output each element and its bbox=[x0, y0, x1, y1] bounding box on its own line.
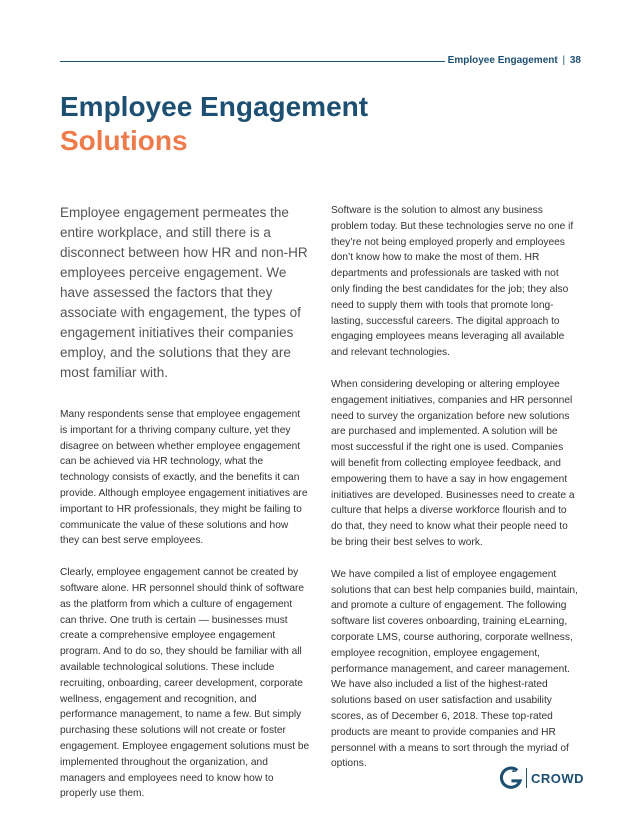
left-column bbox=[60, 203, 310, 818]
body-paragraph: Software is the solution to almost any business problem today. But these technologies serve no one if they’re not being employed properly and employees don’t know how to make the most of them. HR departments and professionals are tasked with not only finding the best candidates for the job; they also need to supply them with tools that promote long-lasting, successful careers. The digital approach to engaging employees means leveraging all available and relevant technologies. bbox=[331, 205, 574, 359]
header-separator: | bbox=[562, 55, 566, 66]
body-paragraph: When considering developing or altering employee engagement initiatives, companies and HR personnel need to survey the organization before new solutions are purchased and implemented. A solution will be most successful if the right one is used. Companies will benefit from collecting employee feedback, and empowering them to have a say in how engagement initiatives are developed. Businesses need to create a culture that helps a diverse workforce flourish and to do that, they need to know what their people need to be bring their best selves to work. bbox=[331, 378, 575, 548]
title-line-2: Solutions bbox=[60, 125, 188, 156]
running-header bbox=[448, 55, 581, 66]
body-paragraph: We have compiled a list of employee engagement solutions that can best help companies build, maintain, and promote a culture of engagement. The following software list coveres onboarding, training eLearning, corporate LMS, course authoring, corporate wellness, employee recognition, employee engagement, performance management, and career management. We have also included a list of the highest-rated solutions based on user satisfaction and usability scores, as of December 6, 2018. These top-rated products are meant to provide companies and HR personnel with a means to sort through the myriad of options. bbox=[331, 568, 578, 770]
logo-divider bbox=[526, 768, 527, 788]
header-rule bbox=[60, 61, 445, 62]
page-title bbox=[60, 90, 368, 158]
svg-text:2: 2 bbox=[511, 765, 517, 775]
g2-crowd-logo bbox=[498, 763, 584, 793]
body-paragraph: Clearly, employee engagement cannot be created by software alone. HR personnel should think of software as the platform from which a culture of engagement can thrive. One truth is certain — businesses must create a comprehensive employee engagement program. And to do so, they should be familiar with all available technological solutions. These include recruiting, onboarding, career development, corporate wellness, engagement and recognition, and performance management, to name a few. But simply purchasing these solutions will not create or foster engagement. Employee engagement solutions must be implemented throughout the organization, and managers and employees need to know how to properly use them. bbox=[60, 567, 310, 800]
g2-logo-icon bbox=[498, 764, 523, 792]
right-column bbox=[331, 203, 579, 788]
page-number: 38 bbox=[569, 55, 581, 66]
header-section: Employee Engagement bbox=[447, 55, 558, 66]
logo-wordmark: CROWD bbox=[530, 770, 584, 786]
body-paragraph: Many respondents sense that employee engagement is important for a thriving company culture, yet they disagree on between whether employee engagement can be achieved via HR technology, what the technology consists of exactly, and the benefits it can provide. Although employee engagement initiatives are important to HR professionals, they might be failing to communicate the value of these solutions and how they can best serve employees. bbox=[60, 409, 308, 547]
title-line-1: Employee Engagement bbox=[60, 91, 369, 122]
intro-paragraph: Employee engagement permeates the entire workplace, and still there is a disconnect between how HR and non-HR employees perceive engagement. We have assessed the factors that they associate with engagement, the types of engagement initiatives their companies employ, and the solutions that they are most familiar with. bbox=[60, 205, 308, 380]
